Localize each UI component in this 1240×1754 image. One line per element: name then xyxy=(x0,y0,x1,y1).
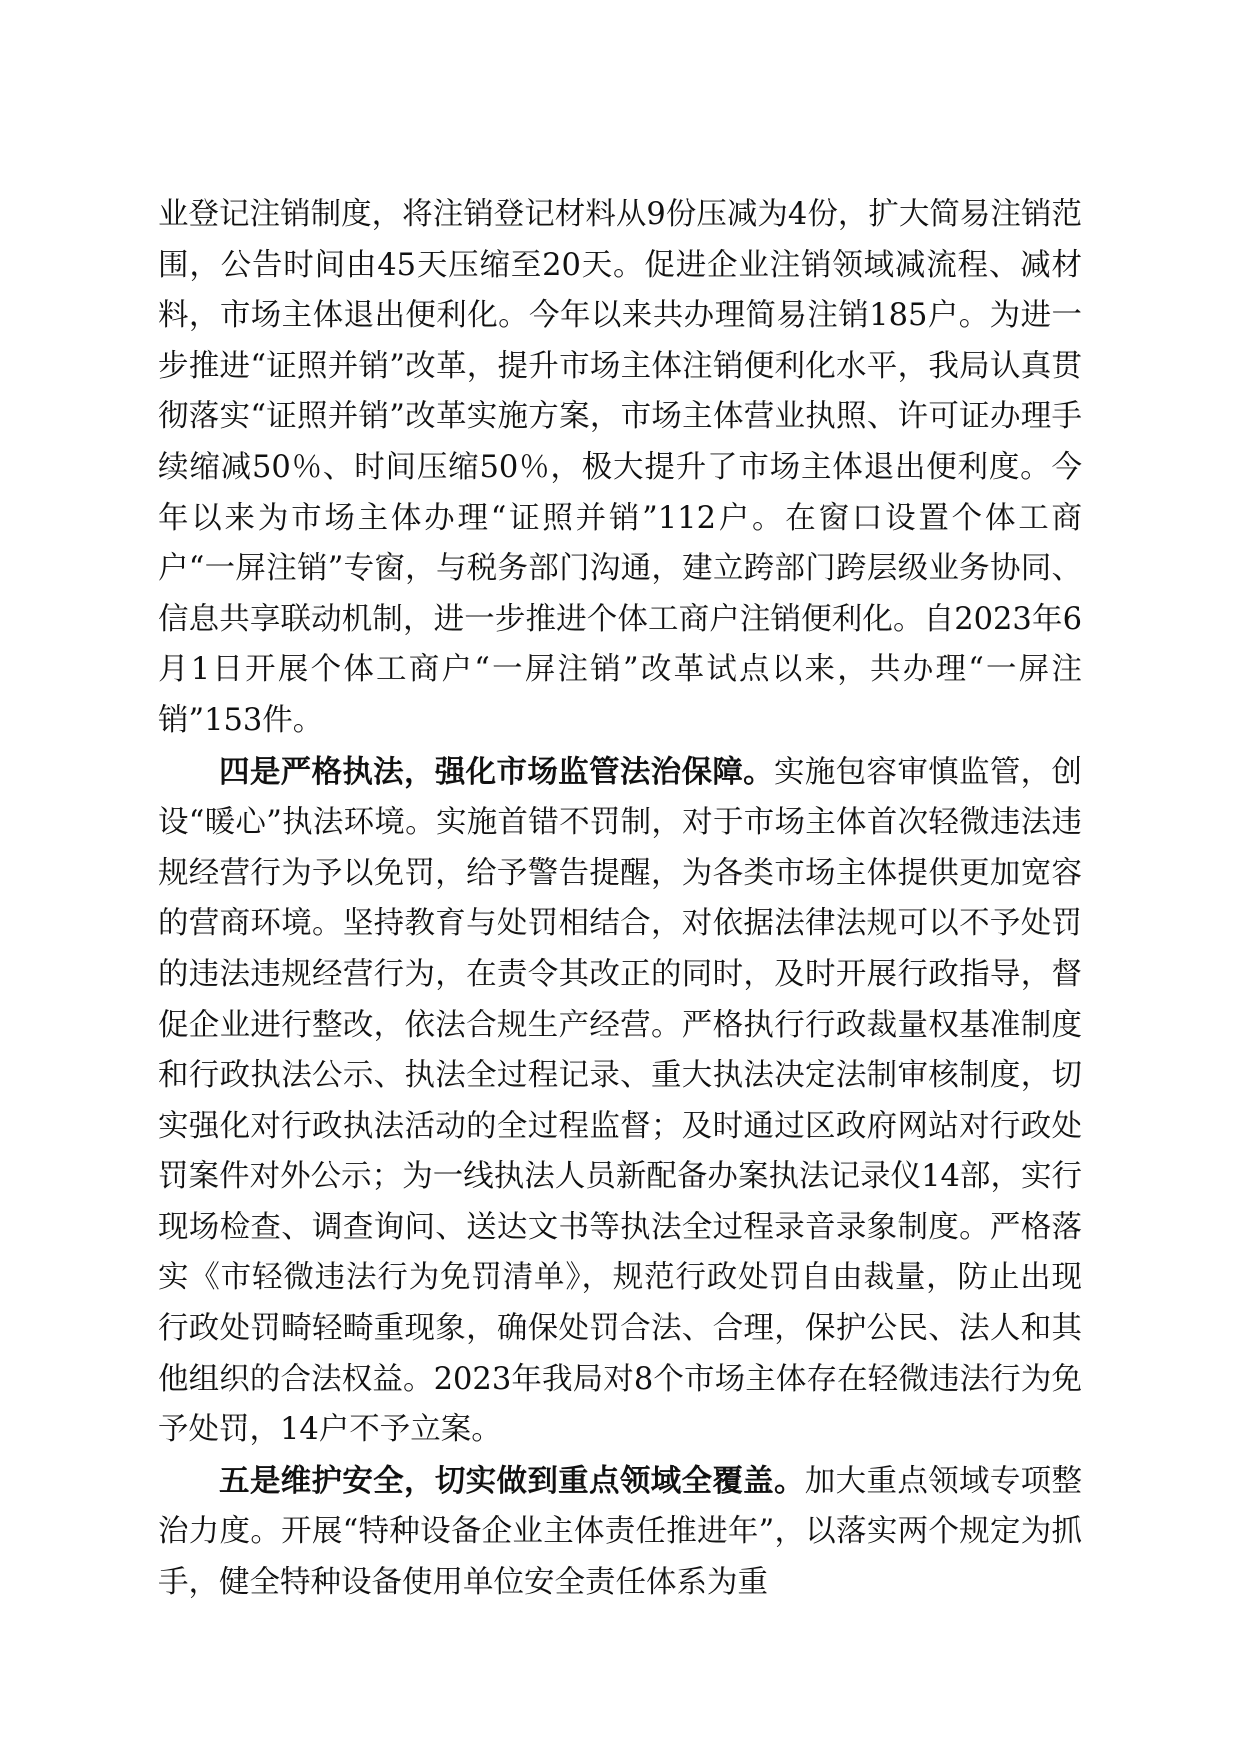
paragraph-heading: 四是严格执法，强化市场监管法治保障。 xyxy=(219,753,774,790)
paragraph-text: 实施包容审慎监管，创设“暖心”执法环境。实施首错不罚制，对于市场主体首次轻微违法违规经营行为予以免罚，给予警告提醒，为各类市场主体提供更加宽容的营商环境。坚持教育与处罚相结合，对依据法律法规可以不予处罚的违法违规经营行为，在责令其改正的同时，及时开展行政指导，督促企业进行整改，依法合规生产经营。严格执行行政裁量权基准制度和行政执法公示、执法全过程记录、重大执法决定法制审核制度，切实强化对行政执法活动的全过程监督；及时通过区政府网站对行政处罚案件对外公示；为一线执法人员新配备办案执法记录仪14部，实行现场检查、调查询问、送达文书等执法全过程录音录象制度。严格落实《市轻微违法行为免罚清单》，规范行政处罚自由裁量，防止出现行政处罚畸轻畸重现象，确保处罚合法、合理，保护公民、法人和其他组织的合法权益。2023年我局对8个市场主体存在轻微违法行为免予处罚，14户不予立案。 xyxy=(158,754,1082,1448)
paragraph-heading: 五是维护安全，切实做到重点领域全覆盖。 xyxy=(219,1462,805,1499)
paragraph-safety xyxy=(158,1456,1082,1609)
paragraph-text: 加大重点领域专项整治力度。开展“特种设备企业主体责任推进年”，以落实两个规定为抓手，健全特种设备使用单位安全责任体系为重 xyxy=(158,1463,1083,1601)
paragraph-continuation xyxy=(158,190,1082,747)
document-body xyxy=(158,190,1082,1609)
paragraph-text: 业登记注销制度，将注销登记材料从9份压减为4份，扩大简易注销范围，公告时间由45天压缩至20天。促进企业注销领域减流程、减材料，市场主体退出便利化。今年以来共办理简易注销185户。为进一步推进“证照并销”改革，提升市场主体注销便利化水平，我局认真贯彻落实“证照并销”改革实施方案，市场主体营业执照、许可证办理手续缩减50％、时间压缩50％，极大提升了市场主体退出便利度。今年以来为市场主体办理“证照并销”112户。在窗口设置个体工商户“一屏注销”专窗，与税务部门沟通，建立跨部门跨层级业务协同、信息共享联动机制，进一步推进个体工商户注销便利化。自2023年6月1日开展个体工商户“一屏注销”改革试点以来，共办理“一屏注销”153件。 xyxy=(158,197,1082,738)
paragraph-strict-enforcement xyxy=(158,747,1082,1456)
